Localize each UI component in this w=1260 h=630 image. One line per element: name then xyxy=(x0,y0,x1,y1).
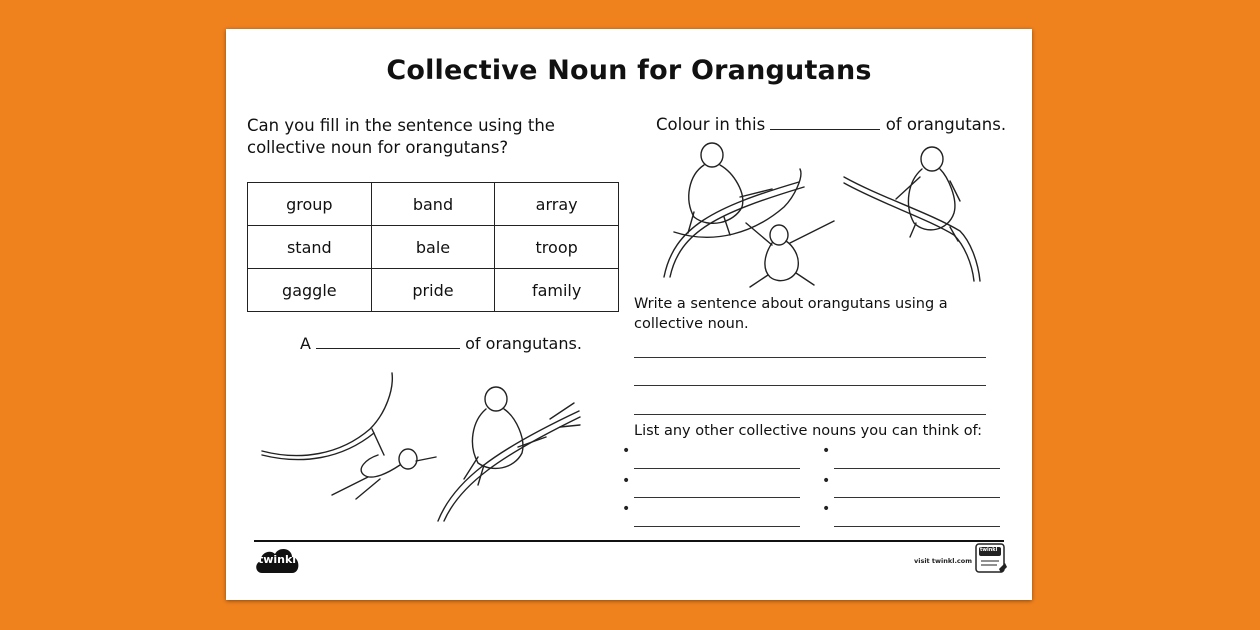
footer-divider xyxy=(254,540,1004,542)
word-cell[interactable]: array xyxy=(495,183,619,226)
fill-suffix: of orangutans. xyxy=(465,334,582,353)
writing-line[interactable] xyxy=(634,414,986,415)
logo-text: twinkl xyxy=(257,553,297,566)
word-cell[interactable]: troop xyxy=(495,226,619,269)
orangutan-on-branch-illustration xyxy=(840,141,990,281)
write-sentence-prompt: Write a sentence about orangutans using a collective noun. xyxy=(634,296,948,332)
table-row xyxy=(248,183,619,226)
word-choice-table xyxy=(247,182,619,312)
bullet-point: • xyxy=(822,473,831,489)
writing-line[interactable] xyxy=(634,357,986,358)
bullet-point: • xyxy=(622,443,631,459)
fill-in-sentence xyxy=(300,334,582,353)
list-answer-line[interactable] xyxy=(634,468,800,469)
list-answer-line[interactable] xyxy=(834,468,1000,469)
fill-question: Can you fill in the sentence using the collective noun for orangutans? xyxy=(247,116,555,157)
table-row xyxy=(248,226,619,269)
bullet-point: • xyxy=(622,501,631,517)
table-row xyxy=(248,269,619,312)
list-nouns-prompt: List any other collective nouns you can think of: xyxy=(634,423,983,439)
colour-suffix: of orangutans. xyxy=(885,115,1007,134)
quality-badge xyxy=(975,543,1007,575)
bullet-point: • xyxy=(822,443,831,459)
worksheet-page xyxy=(226,29,1032,600)
word-cell[interactable]: band xyxy=(371,183,495,226)
colour-blank-line[interactable] xyxy=(770,129,880,130)
twinkl-logo[interactable] xyxy=(254,545,300,575)
orangutan-group-illustration xyxy=(654,137,854,287)
word-cell[interactable]: bale xyxy=(371,226,495,269)
list-answer-line[interactable] xyxy=(634,497,800,498)
word-cell[interactable]: pride xyxy=(371,269,495,312)
list-answer-line[interactable] xyxy=(834,497,1000,498)
orangutan-climbing-illustration xyxy=(434,381,584,523)
colour-in-sentence xyxy=(656,115,1006,134)
branch-line xyxy=(670,187,804,277)
fill-blank-line[interactable] xyxy=(316,348,460,349)
bullet-point: • xyxy=(822,501,831,517)
list-answer-line[interactable] xyxy=(834,526,1000,527)
branch-line xyxy=(664,182,799,277)
word-cell[interactable]: family xyxy=(495,269,619,312)
badge-text: twinkl xyxy=(980,547,998,553)
list-answer-line[interactable] xyxy=(634,526,800,527)
word-cell[interactable]: gaggle xyxy=(248,269,372,312)
bullet-point: • xyxy=(622,473,631,489)
visit-link[interactable]: visit twinkl.com xyxy=(914,557,973,565)
orangutan-swinging-illustration xyxy=(260,369,440,504)
worksheet-title: Collective Noun for Orangutans xyxy=(386,55,872,86)
colour-prefix: Colour in this xyxy=(656,115,766,134)
word-cell[interactable]: stand xyxy=(248,226,372,269)
fill-prefix: A xyxy=(300,334,311,353)
word-cell[interactable]: group xyxy=(248,183,372,226)
writing-line[interactable] xyxy=(634,385,986,386)
